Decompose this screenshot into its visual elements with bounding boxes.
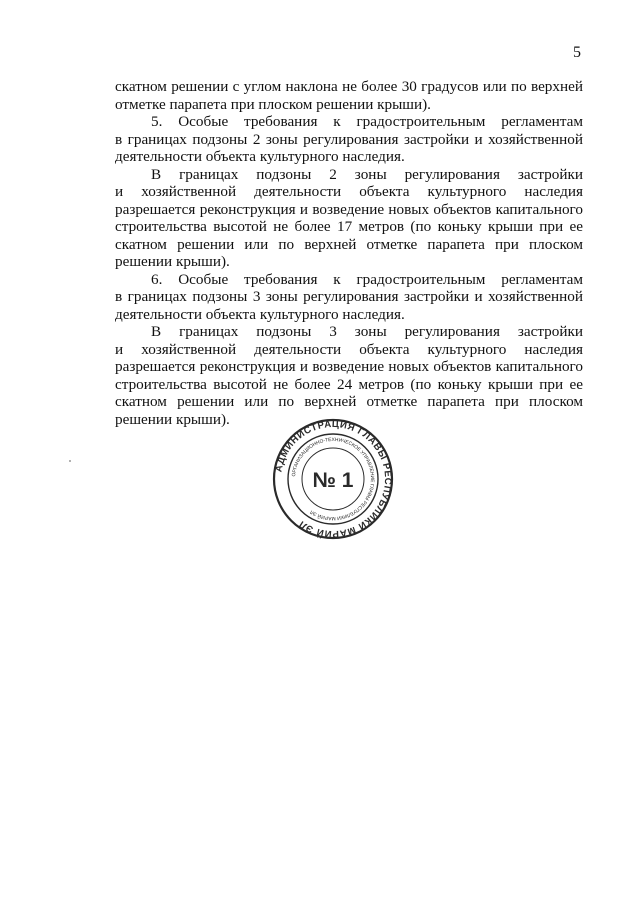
text-line: и хозяйственной деятельности объекта культурного наследия: [115, 183, 583, 200]
text-line: скатном решении или по верхней отметке парапета при плоском: [115, 235, 583, 253]
text-line: скатном решении или по верхней отметке парапета при плоском: [115, 393, 583, 410]
page-number: 5: [573, 44, 581, 61]
section-5-heading: 5. Особые требования к градостроительным регламентам: [151, 113, 583, 130]
text-line: деятельности объекта культурного наследия.: [115, 148, 405, 165]
text-line: строительства высотой не более 24 метров (по коньку крыши при ее: [115, 375, 583, 393]
document-body: [115, 78, 583, 428]
text-line: и хозяйственной деятельности объекта культурного наследия: [115, 340, 583, 358]
stamp-outer-text: АДМИНИСТРАЦИЯ ГЛАВЫ РЕСПУБЛИКИ МАРИЙ ЭЛ: [273, 418, 394, 540]
text-line: разрешается реконструкция и возведение новых объектов капитального: [115, 200, 583, 218]
text-line: решении крыши).: [115, 253, 230, 270]
text-line: решении крыши).: [115, 410, 230, 428]
text-line: деятельности объекта культурного наследия.: [115, 305, 405, 323]
text-line: в границах подзоны 2 зоны регулирования застройки и хозяйственной: [115, 130, 583, 148]
text-line: в границах подзоны 3 зоны регулирования застройки и хозяйственной: [115, 288, 583, 305]
text-line: скатном решении с углом наклона не более 30 градусов или по верхней: [115, 78, 583, 95]
paragraph-start: В границах подзоны 2 зоны регулирования застройки: [151, 165, 583, 183]
text-line: разрешается реконструкция и возведение новых объектов капитального: [115, 358, 583, 375]
stamp-inner-text: ОРГАНИЗАЦИОННО-ТЕХНИЧЕСКОЕ УПРАВЛЕНИЕ ГЛАВЫ РЕСПУБЛИКИ МАРИЙ ЭЛ: [292, 437, 375, 521]
stamp-number: № 1: [312, 469, 354, 492]
section-6-heading: 6. Особые требования к градостроительным регламентам: [151, 270, 583, 288]
text-line: строительства высотой не более 17 метров (по коньку крыши при ее: [115, 218, 583, 235]
official-stamp: [272, 418, 394, 540]
text-line: отметке парапета при плоском решении крыши).: [115, 95, 431, 113]
paragraph-start: В границах подзоны 3 зоны регулирования застройки: [151, 323, 583, 340]
scan-speck: [69, 460, 71, 462]
